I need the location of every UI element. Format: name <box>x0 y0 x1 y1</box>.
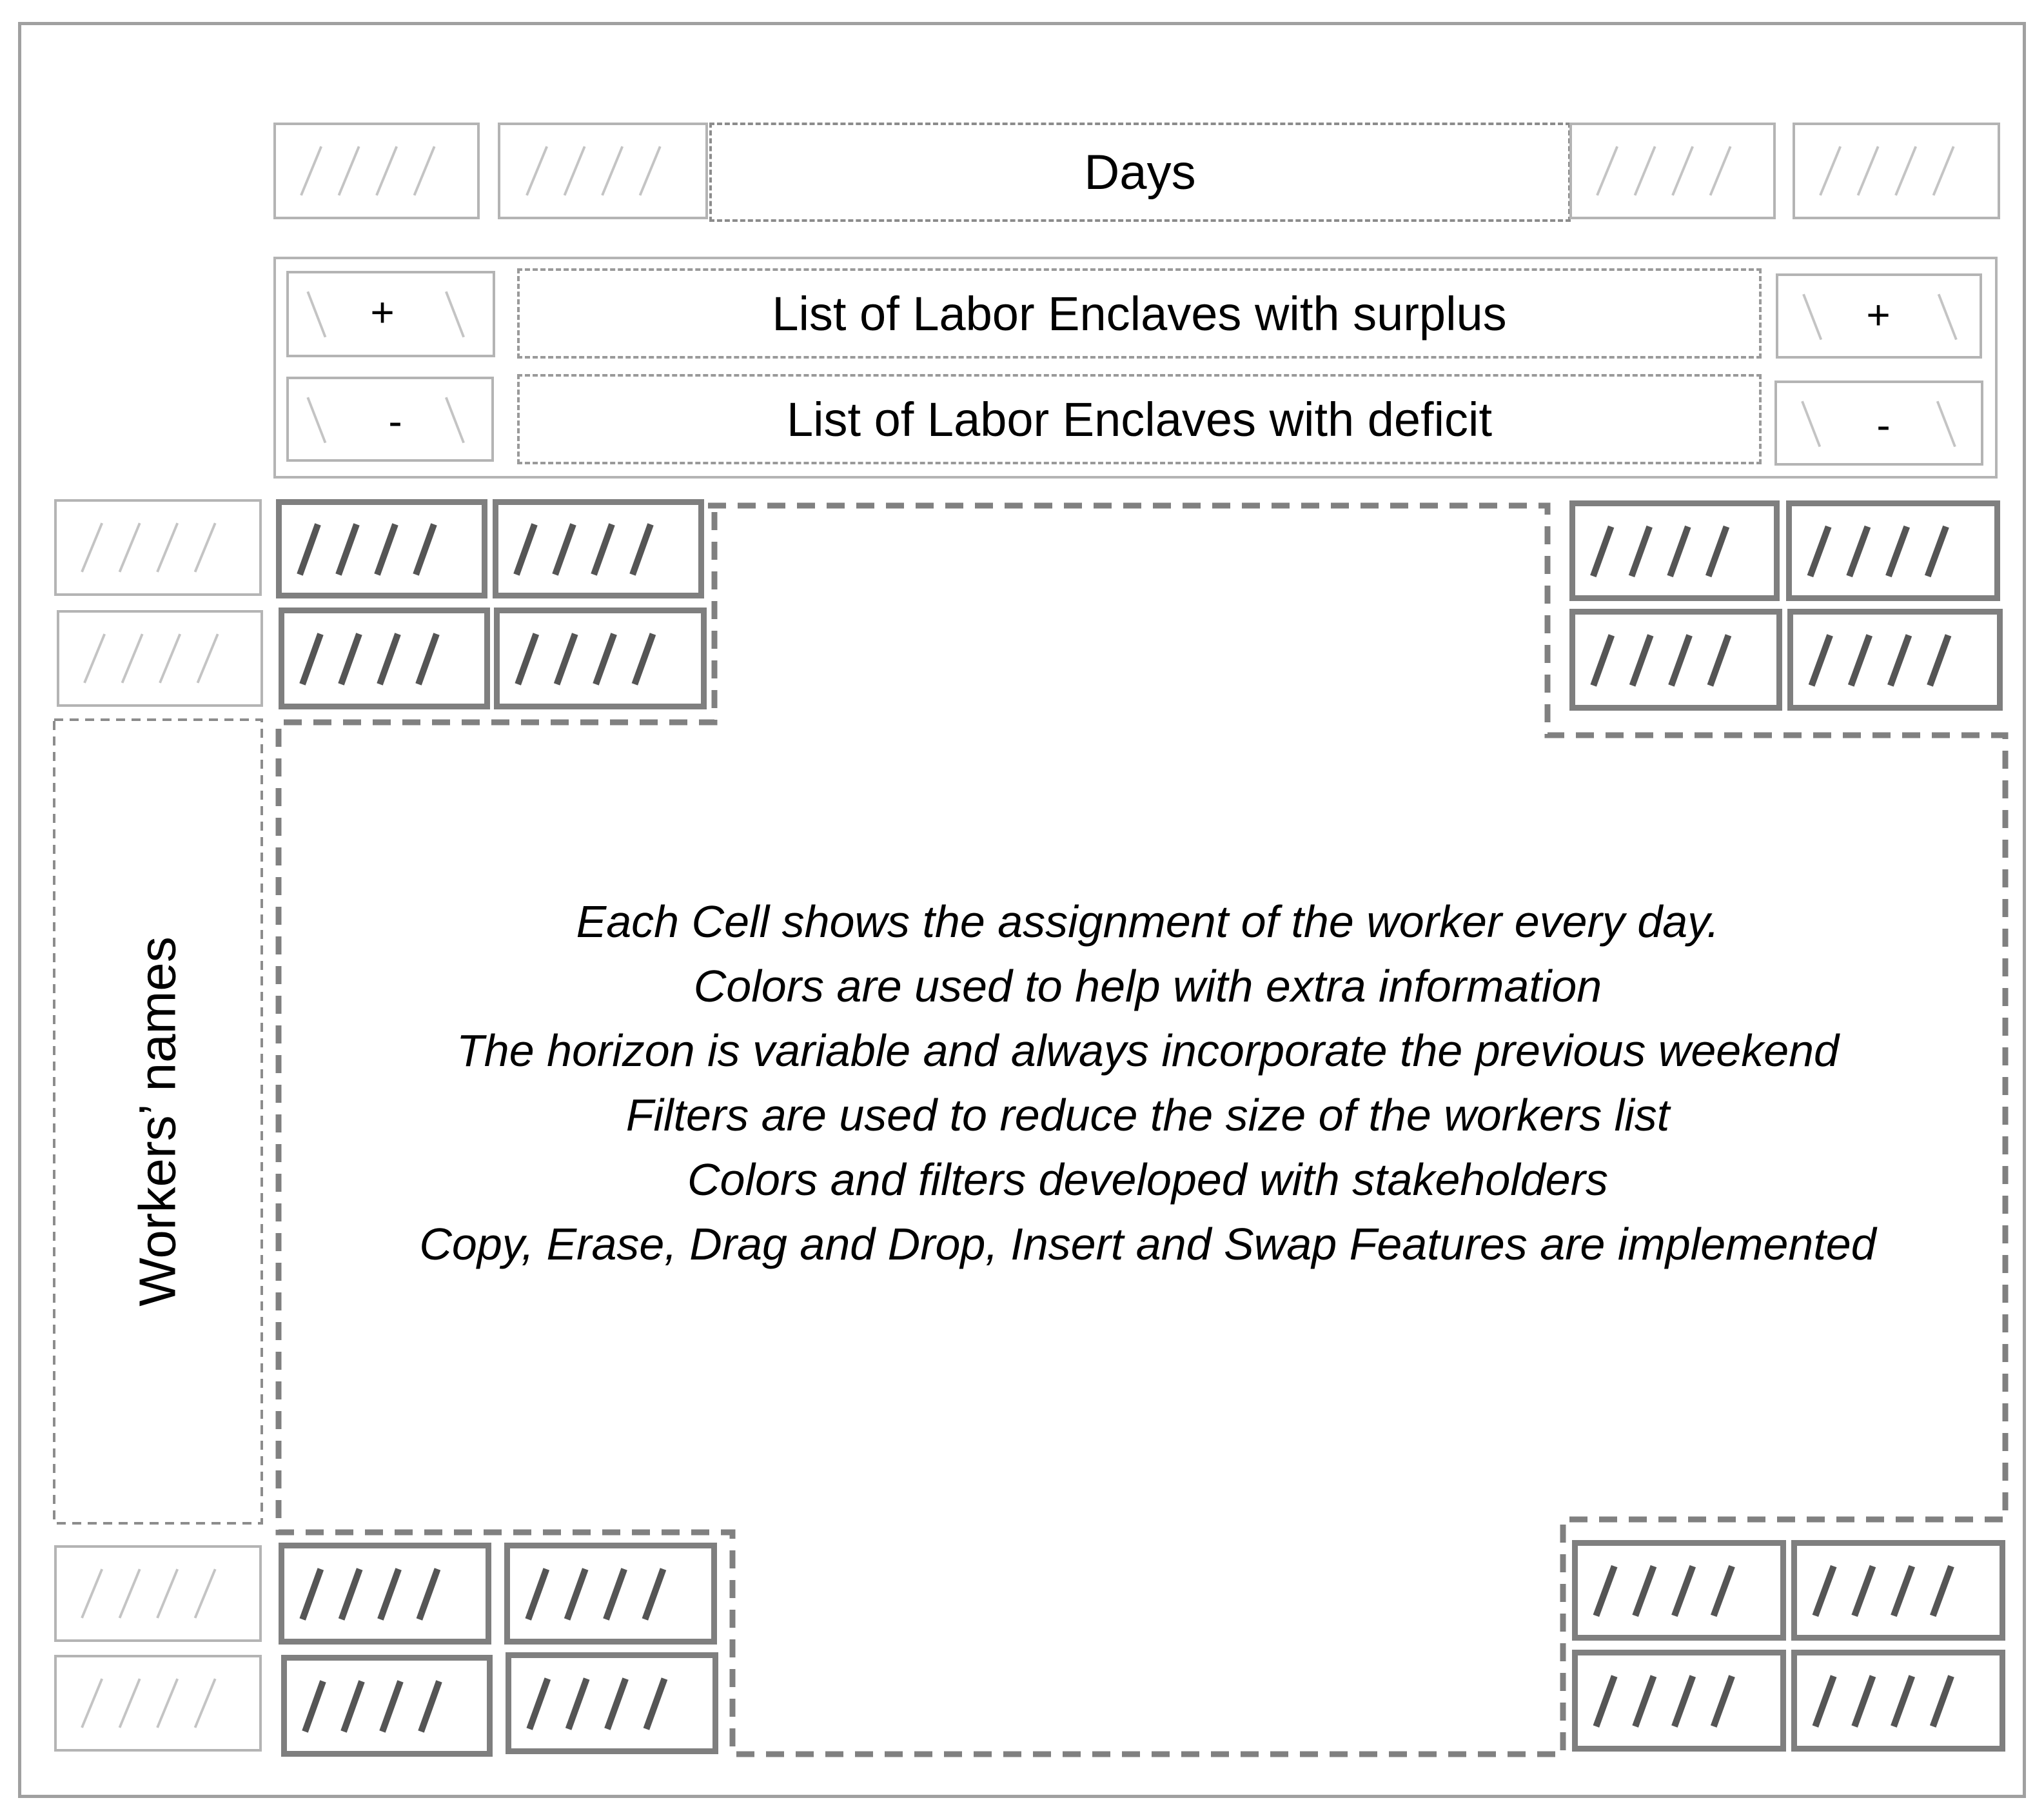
hatch-pattern-icon <box>1575 615 1776 705</box>
schedule-cell[interactable] <box>1572 1540 1786 1641</box>
description-line: Each Cell shows the assignment of the worker every day. <box>576 896 1720 947</box>
hatch-pattern-icon <box>282 505 482 593</box>
days-label: Days <box>1084 144 1196 200</box>
hatch-pattern-icon <box>284 613 484 704</box>
surplus-list-label: List of Labor Enclaves with surplus <box>772 286 1507 341</box>
hatch-pattern-icon <box>57 502 259 593</box>
hatch-pattern-icon <box>1578 1546 1780 1635</box>
schedule-cell[interactable] <box>279 1543 491 1645</box>
schedule-cell[interactable] <box>276 499 487 598</box>
plus-icon: + <box>1866 291 1891 338</box>
hatch-pattern-icon <box>59 613 260 704</box>
schedule-cell[interactable] <box>506 1652 718 1754</box>
hatch-pattern-icon <box>57 1548 259 1639</box>
description-line: The horizon is variable and always incorporate the previous weekend <box>457 1025 1839 1076</box>
description-line: Colors are used to help with extra information <box>693 961 1602 1011</box>
schedule-cell[interactable] <box>281 1655 493 1757</box>
deficit-list-label: List of Labor Enclaves with deficit <box>786 392 1493 446</box>
schedule-cell[interactable] <box>1791 1540 2005 1641</box>
workers-names-label: Workers’ names <box>129 936 187 1307</box>
schedule-cell[interactable] <box>494 608 707 709</box>
worker-name-cell[interactable] <box>54 1655 262 1752</box>
hatch-pattern-icon <box>1793 615 1997 705</box>
description-line: Filters are used to reduce the size of the workers list <box>625 1090 1670 1140</box>
hatch-pattern-icon <box>57 1657 259 1749</box>
hatch-pattern-icon <box>511 1658 712 1748</box>
plus-icon: + <box>370 289 395 335</box>
hatch-pattern-icon <box>500 613 701 704</box>
schedule-cell[interactable] <box>504 1543 717 1645</box>
schedule-cell[interactable] <box>493 499 704 598</box>
schedule-cell[interactable] <box>1569 609 1782 711</box>
worker-name-cell[interactable] <box>54 1545 262 1642</box>
hatch-pattern-icon <box>1797 1655 2000 1746</box>
workers-names-column <box>54 720 262 1523</box>
schedule-cell[interactable] <box>1787 609 2003 711</box>
hatch-pattern-icon <box>510 1548 711 1639</box>
hatch-pattern-icon <box>284 1548 486 1639</box>
schedule-cell[interactable] <box>1572 1650 1786 1752</box>
minus-icon: - <box>1876 402 1891 448</box>
hatch-pattern-icon <box>1797 1546 2000 1635</box>
hatch-pattern-icon <box>1578 1655 1780 1746</box>
schedule-cell[interactable] <box>1791 1650 2005 1752</box>
schedule-cell[interactable] <box>1569 500 1780 601</box>
hatch-pattern-icon <box>498 505 698 593</box>
minus-icon: - <box>388 398 402 444</box>
worker-name-cell[interactable] <box>57 610 263 707</box>
worker-name-cell[interactable] <box>54 499 262 596</box>
description-line: Colors and filters developed with stakeholders <box>687 1154 1608 1205</box>
hatch-pattern-icon <box>287 1661 487 1751</box>
schedule-cell[interactable] <box>279 608 490 709</box>
hatch-pattern-icon <box>1792 506 1994 595</box>
description-line: Copy, Erase, Drag and Drop, Insert and Swap Features are implemented <box>419 1219 1876 1269</box>
hatch-pattern-icon <box>1575 506 1774 595</box>
schedule-cell[interactable] <box>1786 500 2000 601</box>
